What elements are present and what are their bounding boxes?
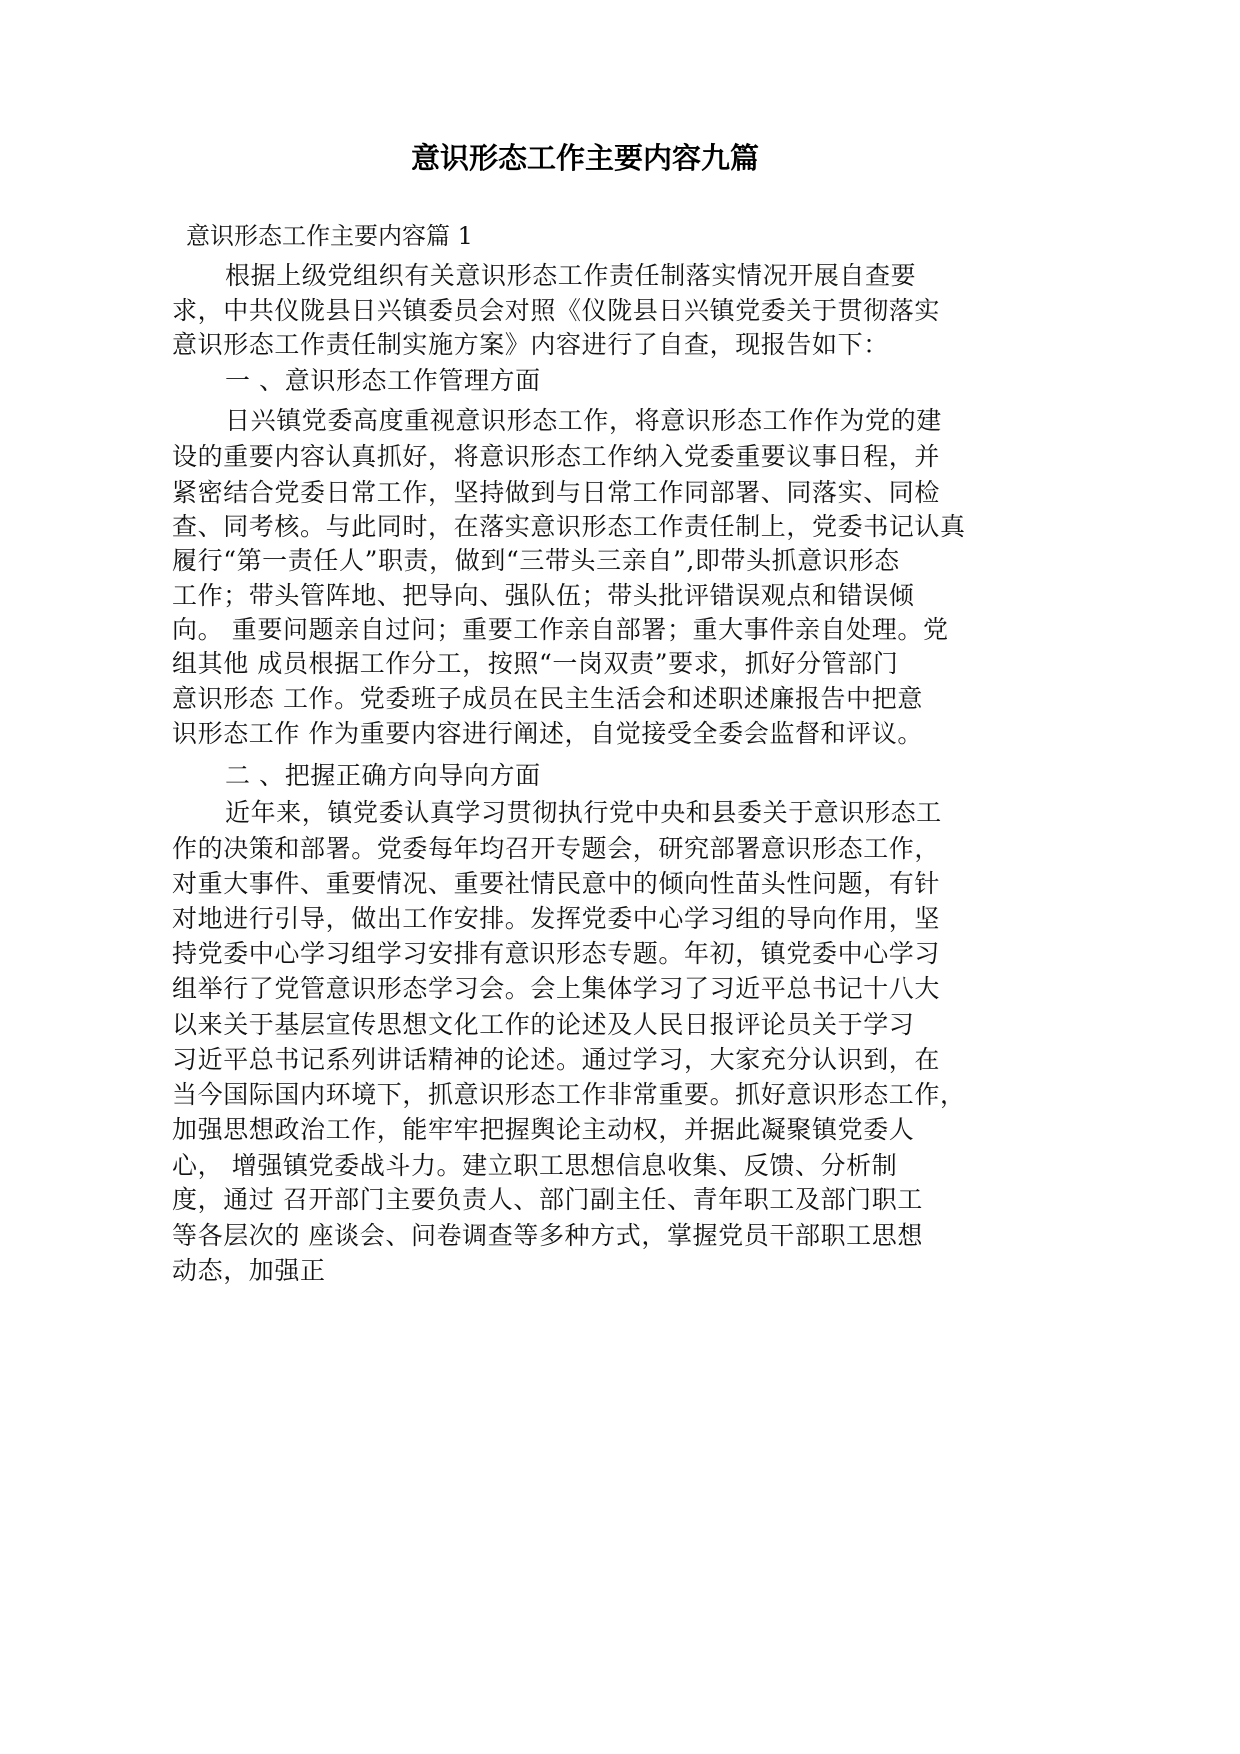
paragraph-line: 组举行了党管意识形态学习会。会上集体学习了习近平总书记十八大 (172, 974, 941, 1003)
paragraph-line: 对重大事件、重要情况、重要社情民意中的倾向性苗头性问题，有针 (172, 869, 941, 898)
paragraph-line: 组其他 成员根据工作分工，按照“一岗双责”要求，抓好分管部门 (172, 649, 899, 678)
paragraph-line: 等各层次的 座谈会、问卷调查等多种方式，掌握党员干部职工思想 (172, 1221, 923, 1250)
paragraph-line: 持党委中心学习组学习安排有意识形态专题。年初，镇党委中心学习 (172, 939, 941, 968)
paragraph-line: 日兴镇党委高度重视意识形态工作，将意识形态工作作为党的建 (225, 406, 942, 435)
section-heading-1: 一 、意识形态工作管理方面 (225, 366, 541, 395)
paragraph-line: 以来关于基层宣传思想文化工作的论述及人民日报评论员关于学习 (172, 1010, 915, 1039)
paragraph-line: 当今国际国内环境下，抓意识形态工作非常重要。抓好意识形态工作， (172, 1080, 966, 1109)
paragraph-line: 求，中共仪陇县日兴镇委员会对照《仪陇县日兴镇党委关于贯彻落实 (172, 296, 941, 325)
paragraph-line: 意识形态 工作。党委班子成员在民主生活会和述职述廉报告中把意 (172, 684, 923, 713)
paragraph-line: 作的决策和部署。党委每年均召开专题会，研究部署意识形态工作， (172, 834, 941, 863)
paragraph-line: 查、同考核。与此同时，在落实意识形态工作责任制上，党委书记认真 (172, 512, 966, 541)
section-title: 意识形态工作主要内容篇 1 (186, 222, 473, 250)
paragraph-line: 习近平总书记系列讲话精神的论述。通过学习，大家充分认识到，在 (172, 1045, 941, 1074)
paragraph-line: 识形态工作 作为重要内容进行阐述，自觉接受全委会监督和评议。 (172, 719, 923, 748)
paragraph-line: 动态，加强正 (172, 1256, 326, 1285)
paragraph-line: 向。 重要问题亲自过问；重要工作亲自部署；重大事件亲自处理。党 (172, 615, 949, 644)
paragraph-line: 根据上级党组织有关意识形态工作责任制落实情况开展自查要 (225, 261, 917, 290)
paragraph-line: 履行“第一责任人”职责，做到“三带头三亲自”,即带头抓意识形态 (172, 546, 900, 575)
paragraph-line: 近年来，镇党委认真学习贯彻执行党中央和县委关于意识形态工 (225, 798, 942, 827)
paragraph-line: 度，通过 召开部门主要负责人、部门副主任、青年职工及部门职工 (172, 1185, 923, 1214)
paragraph-line: 工作；带头管阵地、把导向、强队伍；带头批评错误观点和错误倾 (172, 581, 915, 610)
document-title: 意识形态工作主要内容九篇 (411, 141, 760, 175)
paragraph-line: 意识形态工作责任制实施方案》内容进行了自查，现报告如下： (172, 330, 889, 359)
paragraph-line: 加强思想政治工作，能牢牢把握舆论主动权，并据此凝聚镇党委人 (172, 1115, 915, 1144)
section-heading-2: 二 、把握正确方向导向方面 (225, 761, 541, 790)
paragraph-line: 紧密结合党委日常工作，坚持做到与日常工作同部署、同落实、同检 (172, 478, 941, 507)
paragraph-line: 心， 增强镇党委战斗力。建立职工思想信息收集、反馈、分析制 (172, 1151, 898, 1180)
paragraph-line: 设的重要内容认真抓好，将意识形态工作纳入党委重要议事日程，并 (172, 442, 941, 471)
paragraph-line: 对地进行引导，做出工作安排。发挥党委中心学习组的导向作用，坚 (172, 904, 941, 933)
